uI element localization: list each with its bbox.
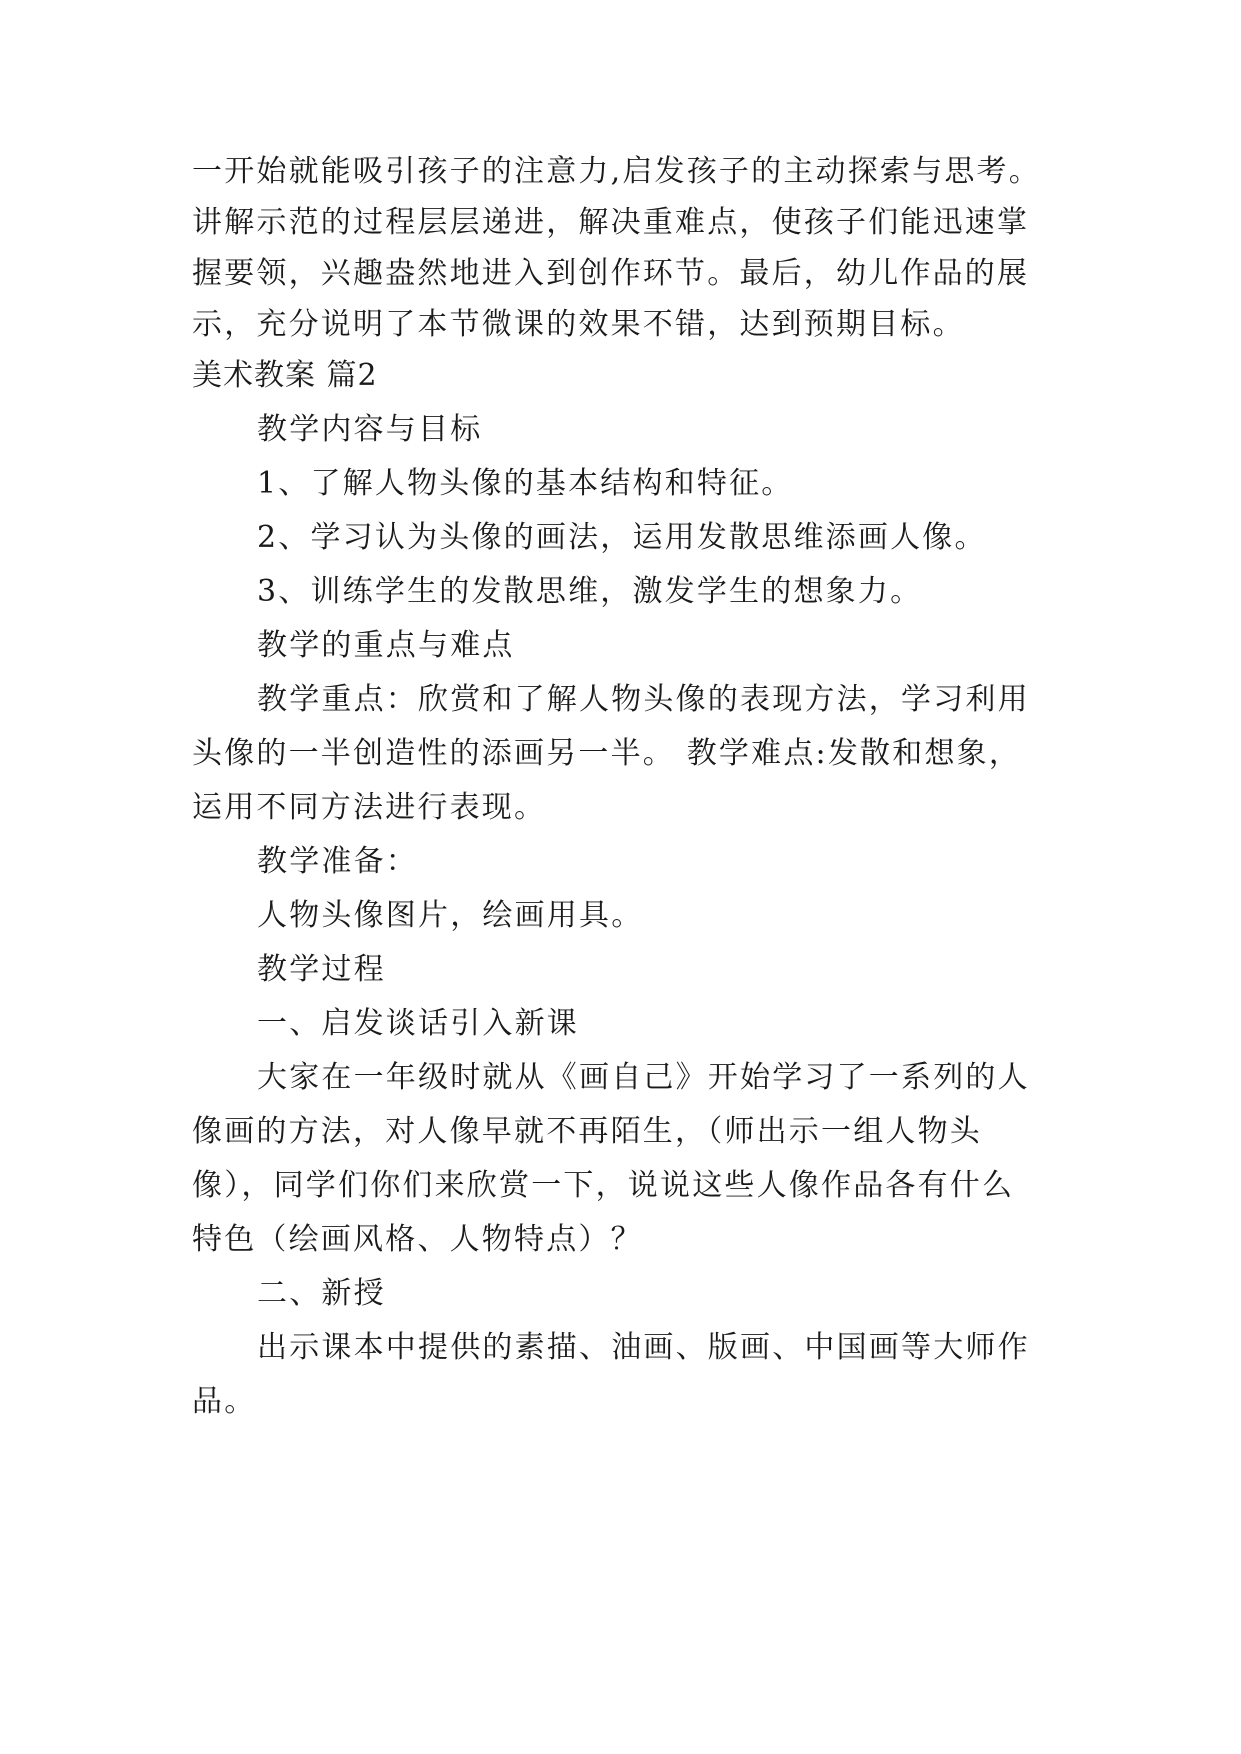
text-line: 2、学习认为头像的画法，运用发散思维添画人像。 xyxy=(257,520,987,555)
text-line: 讲解示范的过程层层递进，解决重难点，使孩子们能迅速掌 xyxy=(192,205,1030,240)
text-line: 大家在一年级时就从《画自己》开始学习了一系列的人 xyxy=(257,1060,1030,1095)
text-line: 握要领，兴趣盎然地进入到创作环节。最后，幼儿作品的展 xyxy=(192,256,1030,291)
text-line: 一开始就能吸引孩子的注意力,启发孩子的主动探索与思考。 xyxy=(192,154,1041,189)
text-line: 一、启发谈话引入新课 xyxy=(257,1006,579,1041)
text-line: 特色（绘画风格、人物特点）？ xyxy=(192,1222,643,1257)
text-line: 品。 xyxy=(192,1384,257,1419)
section-heading: 美术教案 篇2 xyxy=(192,358,378,393)
text-line: 1、了解人物头像的基本结构和特征。 xyxy=(257,466,794,501)
text-line: 人物头像图片，绘画用具。 xyxy=(257,898,644,933)
text-line: 二、新授 xyxy=(257,1276,386,1311)
text-line: 运用不同方法进行表现。 xyxy=(192,790,547,825)
text-line: 像画的方法，对人像早就不再陌生，（师出示一组人物头 xyxy=(192,1114,982,1149)
text-line: 教学的重点与难点 xyxy=(257,628,515,663)
text-line: 像），同学们你们来欣赏一下，说说这些人像作品各有什么 xyxy=(192,1168,1015,1203)
text-line: 头像的一半创造性的添画另一半。 教学难点:发散和想象， xyxy=(192,736,1022,771)
text-line: 出示课本中提供的素描、油画、版画、中国画等大师作 xyxy=(257,1330,1030,1365)
text-line: 示，充分说明了本节微课的效果不错，达到预期目标。 xyxy=(192,307,965,342)
text-line: 教学内容与目标 xyxy=(257,412,483,447)
text-line: 3、训练学生的发散思维，激发学生的想象力。 xyxy=(257,574,923,609)
text-line: 教学重点：欣赏和了解人物头像的表现方法，学习利用 xyxy=(257,682,1030,717)
text-line: 教学准备： xyxy=(257,844,418,879)
text-line: 教学过程 xyxy=(257,952,386,987)
